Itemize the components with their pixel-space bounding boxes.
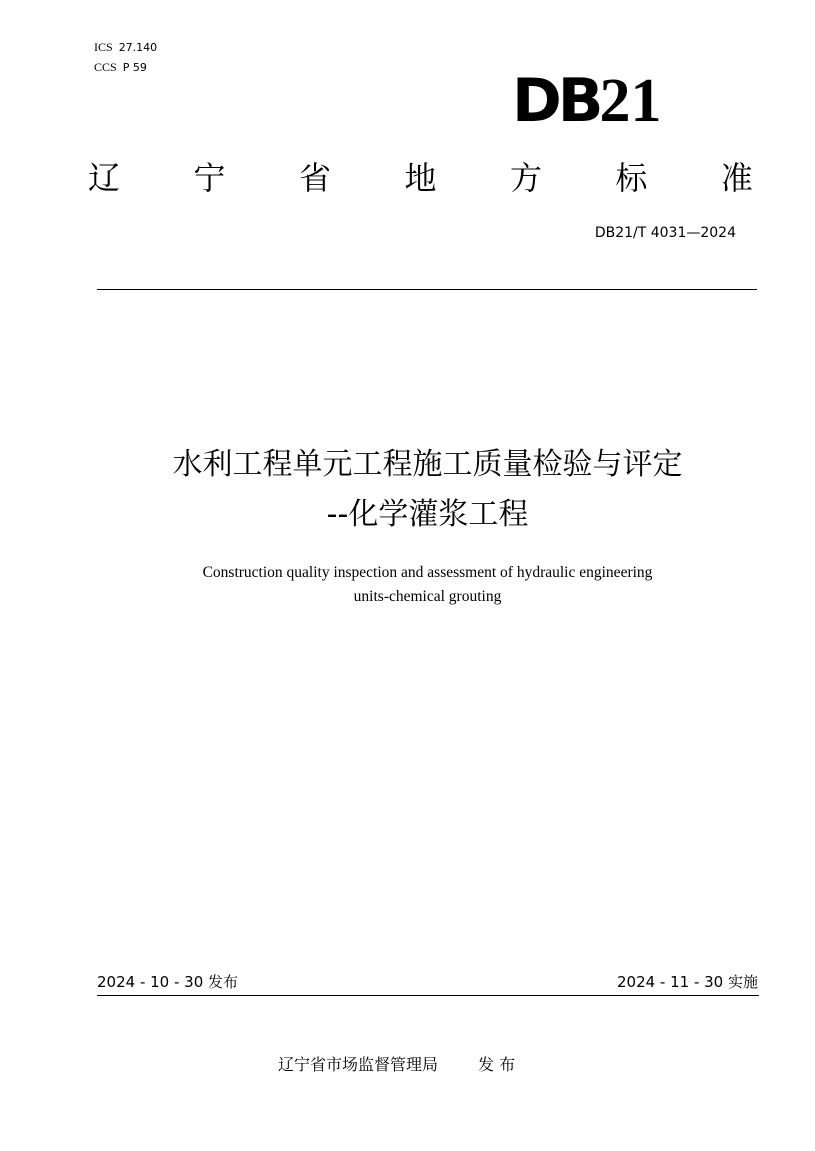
db21-logo — [512, 66, 662, 136]
standard-type-char: 方 — [509, 159, 542, 197]
ccs-label: CCS — [94, 60, 117, 74]
standard-type-char: 省 — [298, 159, 331, 197]
ccs-code: P 59 — [122, 61, 147, 74]
ccs-line — [94, 60, 147, 75]
standard-type-char: 辽 — [88, 159, 121, 197]
title-en-line2: units-chemical grouting — [353, 588, 502, 605]
ics-line — [94, 40, 157, 55]
logo-db: DB — [512, 66, 600, 136]
top-divider — [97, 289, 757, 290]
title-cn-line1: 水利工程单元工程施工质量检验与评定 — [172, 447, 683, 482]
issuer-action: 发 布 — [478, 1055, 516, 1074]
logo-number: 21 — [599, 67, 662, 135]
standard-number: DB21/T 4031—2024 — [594, 225, 736, 241]
bottom-divider — [97, 995, 759, 996]
title-cn-line2: --化学灌浆工程 — [326, 497, 529, 532]
standard-type-char: 标 — [615, 159, 648, 197]
release-date: 2024 - 10 - 30 发布 — [97, 973, 239, 991]
standard-type-char: 宁 — [193, 159, 226, 197]
title-en-line1: Construction quality inspection and assessment of hydraulic engineering — [202, 564, 653, 581]
ics-label: ICS — [94, 40, 113, 54]
implementation-date: 2024 - 11 - 30 实施 — [616, 973, 758, 991]
standard-type — [88, 156, 753, 200]
ics-code: 27.140 — [118, 41, 158, 54]
standard-type-char: 地 — [404, 159, 437, 197]
issuer-org: 辽宁省市场监督管理局 — [278, 1055, 439, 1074]
issuer — [278, 1053, 515, 1077]
standard-type-char: 准 — [720, 159, 753, 197]
